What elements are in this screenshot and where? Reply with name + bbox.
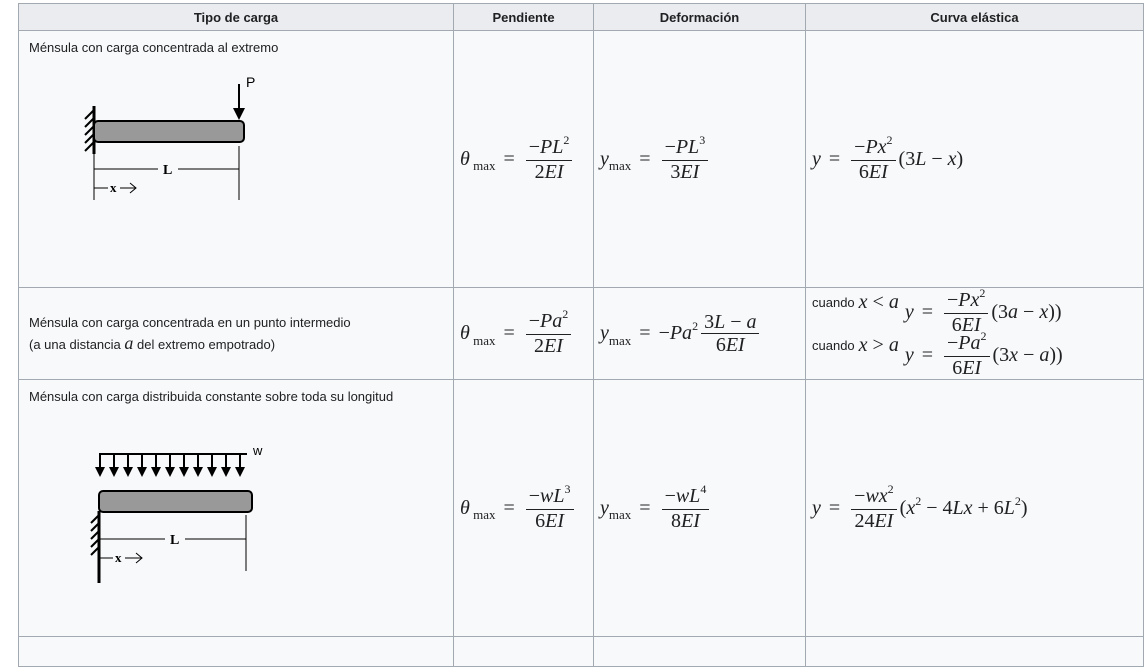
case-title: Ménsula con carga distribuida constante sobre toda su longitud [29,389,394,404]
table-row [19,380,1144,637]
load-label: P [246,74,256,90]
deflection-cell [594,288,806,380]
cantilever-distributed-load-diagram [89,435,289,585]
elastic-curve-case-1: cuando x < a y = $\frac{-Px^2}{6EI}$ (3a − x)) [812,285,1062,336]
header-deformacion: Deformación [594,4,806,31]
header-pendiente: Pendiente [454,4,594,31]
load-label: w [253,443,263,458]
elastic-curve-cell [806,285,1144,380]
elastic-curve-formula: y = $\frac{-Px^2}{6EI}$ (3L − x) [812,132,964,183]
length-label: L [170,533,180,548]
elastic-curve-case-2: cuando x > a y = $\frac{-Pa^2}{6EI}$ (3x − a)) [812,328,1063,379]
slope-cell [454,31,594,288]
cantilever-point-load-diagram [74,66,274,216]
deflection-cell [594,380,806,637]
elastic-curve-cell [806,31,1144,288]
slope-cell [454,288,594,380]
table-row [19,31,1144,288]
length-label: L [163,163,173,178]
header-tipo-de-carga: Tipo de carga [19,4,454,31]
deflection-formula: y max = $\frac{-PL^3}{3EI}$ [594,136,711,183]
elastic-curve-formula: y = $\frac{-wx^2}{24EI}$ $(x^2 - 4Lx + 6L^2)$ [812,481,1028,532]
header-curva-elastica: Curva elástica [806,4,1144,31]
x-label: x [110,180,117,195]
beam-deflection-table [18,3,1144,667]
x-label: x [115,550,122,565]
slope-formula: θ max = $\frac{-Pa^2}{2EI}$ [454,310,574,357]
case-title: Ménsula con carga concentrada en un punto intermedio [29,315,351,330]
case-cell [19,380,454,637]
header-row [19,4,1144,31]
slope-formula: θ max = $\frac{-wL^3}{6EI}$ [454,485,577,532]
slope-formula: θ max = $\frac{-PL^2}{2EI}$ [454,136,575,183]
elastic-curve-cell [806,380,1144,637]
deflection-formula: y max = $\frac{-wL^4}{8EI}$ [594,485,712,532]
table-row [19,288,1144,380]
table-row [19,637,1144,667]
slope-cell [454,380,594,637]
case-cell [19,31,454,288]
case-cell [19,288,454,380]
deflection-formula: y max = $-Pa^2$ $\frac{3L - a}{6EI}$ [594,311,762,356]
case-title: Ménsula con carga concentrada al extremo [29,40,279,55]
case-subtitle: (a una distancia a del extremo empotrado) [29,333,276,353]
deflection-cell [594,31,806,288]
